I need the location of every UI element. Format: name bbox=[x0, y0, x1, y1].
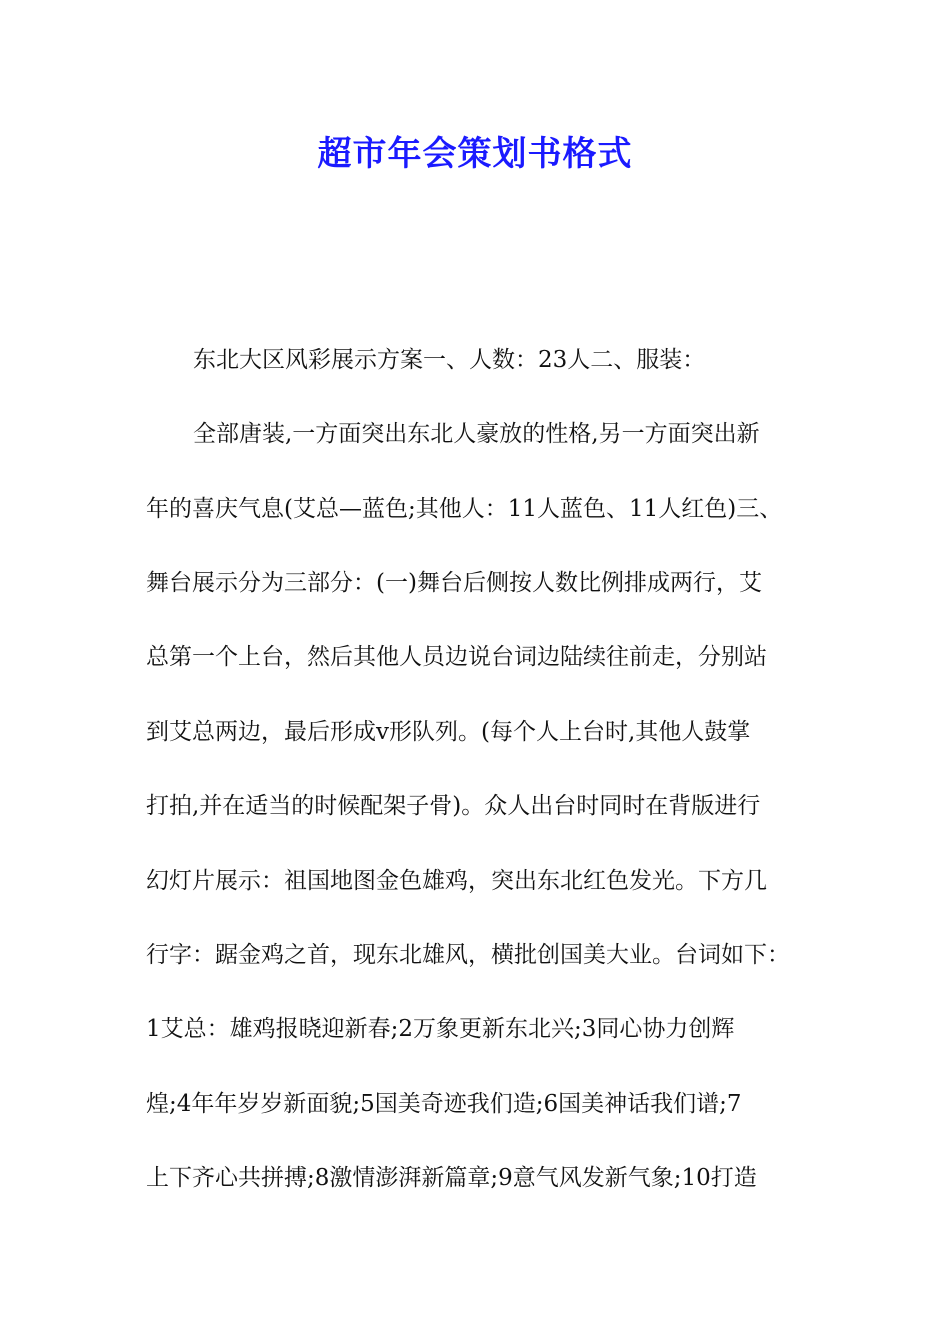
paragraph-line: 舞台展示分为三部分：(一)舞台后侧按人数比例排成两行，艾 bbox=[146, 570, 762, 596]
paragraph-line: 上下齐心共拼搏;8激情澎湃新篇章;9意气风发新气象;10打造 bbox=[146, 1165, 757, 1191]
paragraph-line: 到艾总两边，最后形成v形队列。(每个人上台时,其他人鼓掌 bbox=[146, 719, 751, 745]
paragraph-line: 1艾总：雄鸡报晓迎新春;2万象更新东北兴;3同心协力创辉 bbox=[146, 1016, 735, 1042]
paragraph-line: 全部唐装,一方面突出东北人豪放的性格,另一方面突出新 bbox=[193, 421, 760, 447]
paragraph-line: 年的喜庆气息(艾总—蓝色;其他人：11人蓝色、11人红色)三、 bbox=[146, 496, 783, 522]
paragraph-line: 行字：踞金鸡之首，现东北雄风，横批创国美大业。台词如下： bbox=[146, 942, 790, 968]
paragraph-line: 幻灯片展示：祖国地图金色雄鸡，突出东北红色发光。下方几 bbox=[146, 868, 767, 894]
document-title: 超市年会策划书格式 bbox=[317, 134, 633, 174]
paragraph-line: 打拍,并在适当的时候配架子骨)。众人出台时同时在背版进行 bbox=[146, 793, 761, 819]
paragraph-line: 总第一个上台，然后其他人员边说台词边陆续往前走，分别站 bbox=[146, 644, 767, 670]
paragraph-line: 煌;4年年岁岁新面貌;5国美奇迹我们造;6国美神话我们谱;7 bbox=[146, 1091, 742, 1117]
paragraph-line: 东北大区风彩展示方案一、人数：23人二、服装： bbox=[193, 347, 706, 373]
